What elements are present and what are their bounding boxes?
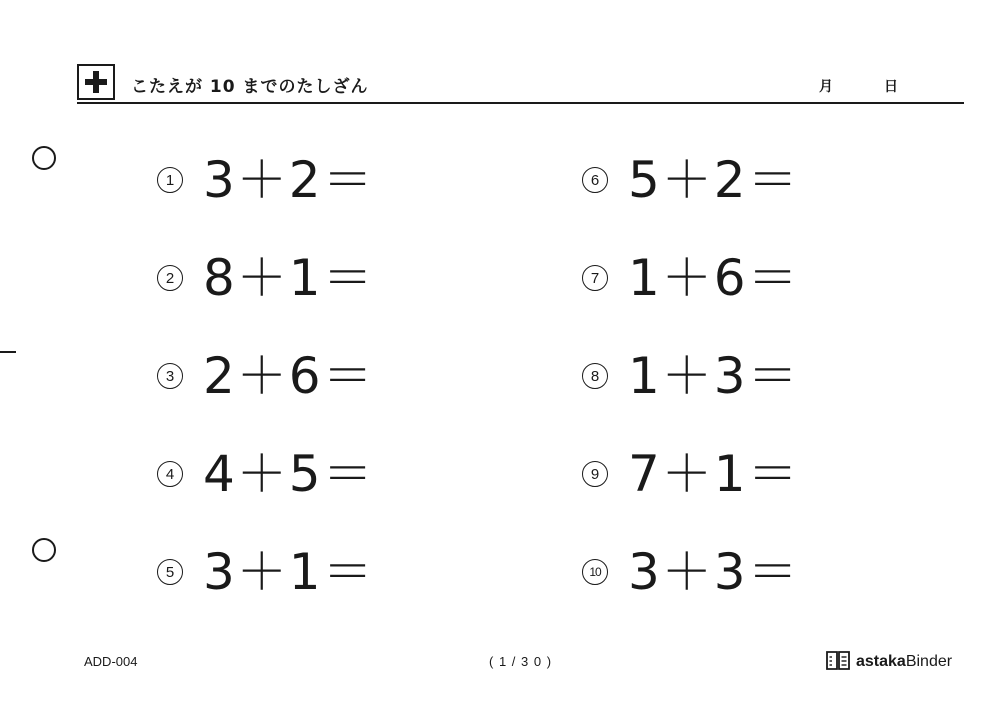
problem-8 xyxy=(582,346,800,406)
problem-2 xyxy=(157,248,375,308)
problem-number: 8 xyxy=(582,363,608,389)
worksheet-title: こたえが 10 までのたしざん xyxy=(131,77,369,97)
problem-5 xyxy=(157,542,375,602)
problem-expression: 1＋3＝ xyxy=(628,347,800,405)
problem-number: 6 xyxy=(582,167,608,193)
problem-number: 10 xyxy=(582,559,608,585)
book-icon xyxy=(825,649,851,675)
problem-number: 5 xyxy=(157,559,183,585)
problem-9 xyxy=(582,444,800,504)
problem-expression: 3＋3＝ xyxy=(628,543,800,601)
punch-hole-top xyxy=(32,146,56,170)
problem-expression: 2＋6＝ xyxy=(203,347,375,405)
brand-name-light: Binder xyxy=(905,653,953,670)
punch-hole-bottom xyxy=(32,538,56,562)
problem-number: 7 xyxy=(582,265,608,291)
problem-expression: 1＋6＝ xyxy=(628,249,800,307)
problem-expression: 3＋1＝ xyxy=(203,543,375,601)
problem-number: 2 xyxy=(157,265,183,291)
problem-expression: 7＋1＝ xyxy=(628,445,800,503)
problem-4 xyxy=(157,444,375,504)
worksheet-header xyxy=(77,64,964,104)
problem-3 xyxy=(157,346,375,406)
brand-name xyxy=(856,653,952,671)
plus-icon xyxy=(77,64,115,100)
problem-number: 9 xyxy=(582,461,608,487)
problem-number: 4 xyxy=(157,461,183,487)
worksheet-code: ADD-004 xyxy=(84,654,138,669)
problem-expression: 3＋2＝ xyxy=(203,151,375,209)
problem-number: 3 xyxy=(157,363,183,389)
problem-expression: 8＋1＝ xyxy=(203,249,375,307)
problem-1 xyxy=(157,150,375,210)
problem-expression: 4＋5＝ xyxy=(203,445,375,503)
problem-7 xyxy=(582,248,800,308)
brand-logo xyxy=(825,649,952,675)
problem-10 xyxy=(582,542,800,602)
problem-expression: 5＋2＝ xyxy=(628,151,800,209)
day-label: 日 xyxy=(884,79,898,95)
fold-mark xyxy=(0,351,16,353)
month-label: 月 xyxy=(819,79,833,95)
brand-name-bold: astaka xyxy=(856,653,906,670)
page-indicator: ( 1 / 3 0 ) xyxy=(489,654,553,669)
problem-6 xyxy=(582,150,800,210)
problem-number: 1 xyxy=(157,167,183,193)
